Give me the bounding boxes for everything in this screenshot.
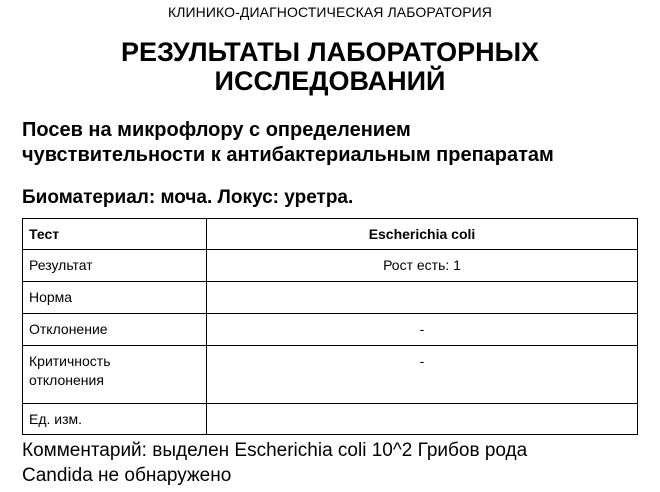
comment-line-2: Candida не обнаружено <box>22 465 232 486</box>
row-value-deviation: - <box>207 314 638 346</box>
table-row-norm <box>23 282 638 314</box>
page-title <box>0 38 660 96</box>
table-row-result <box>23 250 638 282</box>
row-label-norm: Норма <box>23 282 207 314</box>
table-row-unit <box>23 404 638 435</box>
comment <box>22 438 652 488</box>
row-label-deviation: Отклонение <box>23 314 207 346</box>
biomaterial-info: Биоматериал: моча. Локус: уретра. <box>22 187 354 208</box>
table-header-row <box>23 219 638 250</box>
table-row-deviation <box>23 314 638 346</box>
page-title-line-2: ИССЛЕДОВАНИЙ <box>214 66 446 96</box>
comment-line-1: Комментарий: выделен Escherichia coli 10^2 Грибов рода <box>22 440 528 461</box>
page-title-line-1: РЕЗУЛЬТАТЫ ЛАБОРАТОРНЫХ <box>120 37 540 67</box>
row-value-unit <box>207 404 638 435</box>
row-label-result: Результат <box>23 250 207 282</box>
header-test-label: Тест <box>23 219 207 250</box>
row-label-criticality <box>23 346 207 404</box>
results-table <box>22 218 638 435</box>
header-organism: Escherichia coli <box>207 219 638 250</box>
row-label-criticality-line-2: отклонения <box>29 372 104 388</box>
test-name <box>22 118 652 168</box>
row-value-result: Рост есть: 1 <box>207 250 638 282</box>
test-name-line-2: чувствительности к антибактериальным препаратам <box>22 144 554 166</box>
row-label-criticality-line-1: Критичность <box>29 353 111 369</box>
lab-name: КЛИНИКО-ДИАГНОСТИЧЕСКАЯ ЛАБОРАТОРИЯ <box>167 4 493 20</box>
test-name-line-1: Посев на микрофлору с определением <box>22 119 411 141</box>
row-label-unit: Ед. изм. <box>23 404 207 435</box>
row-value-norm <box>207 282 638 314</box>
table-row-criticality <box>23 346 638 404</box>
row-value-criticality: - <box>207 346 638 404</box>
